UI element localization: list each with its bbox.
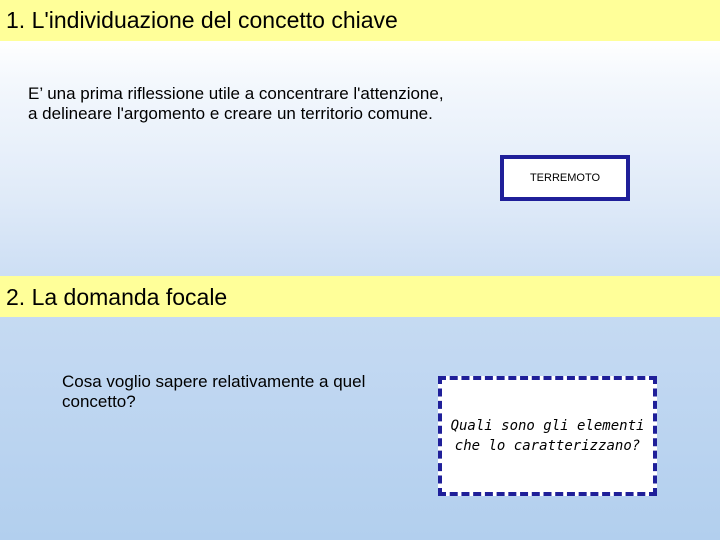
focal-question-text: Quali sono gli elementi che lo caratterizzano? xyxy=(450,418,645,454)
section-2-title: 2. La domanda focale xyxy=(0,276,720,317)
key-concept-box xyxy=(500,155,630,201)
section-2-question: Cosa voglio sapere relativamente a quel concetto? xyxy=(62,372,366,411)
key-concept-label: TERREMOTO xyxy=(529,172,601,184)
focal-question-box xyxy=(438,376,657,496)
section-1-title: 1. L'individuazione del concetto chiave xyxy=(0,0,720,41)
section-1-description: E’ una prima riflessione utile a concentrare l'attenzione, a delineare l'argomento e creare un territorio comune. xyxy=(28,84,444,123)
